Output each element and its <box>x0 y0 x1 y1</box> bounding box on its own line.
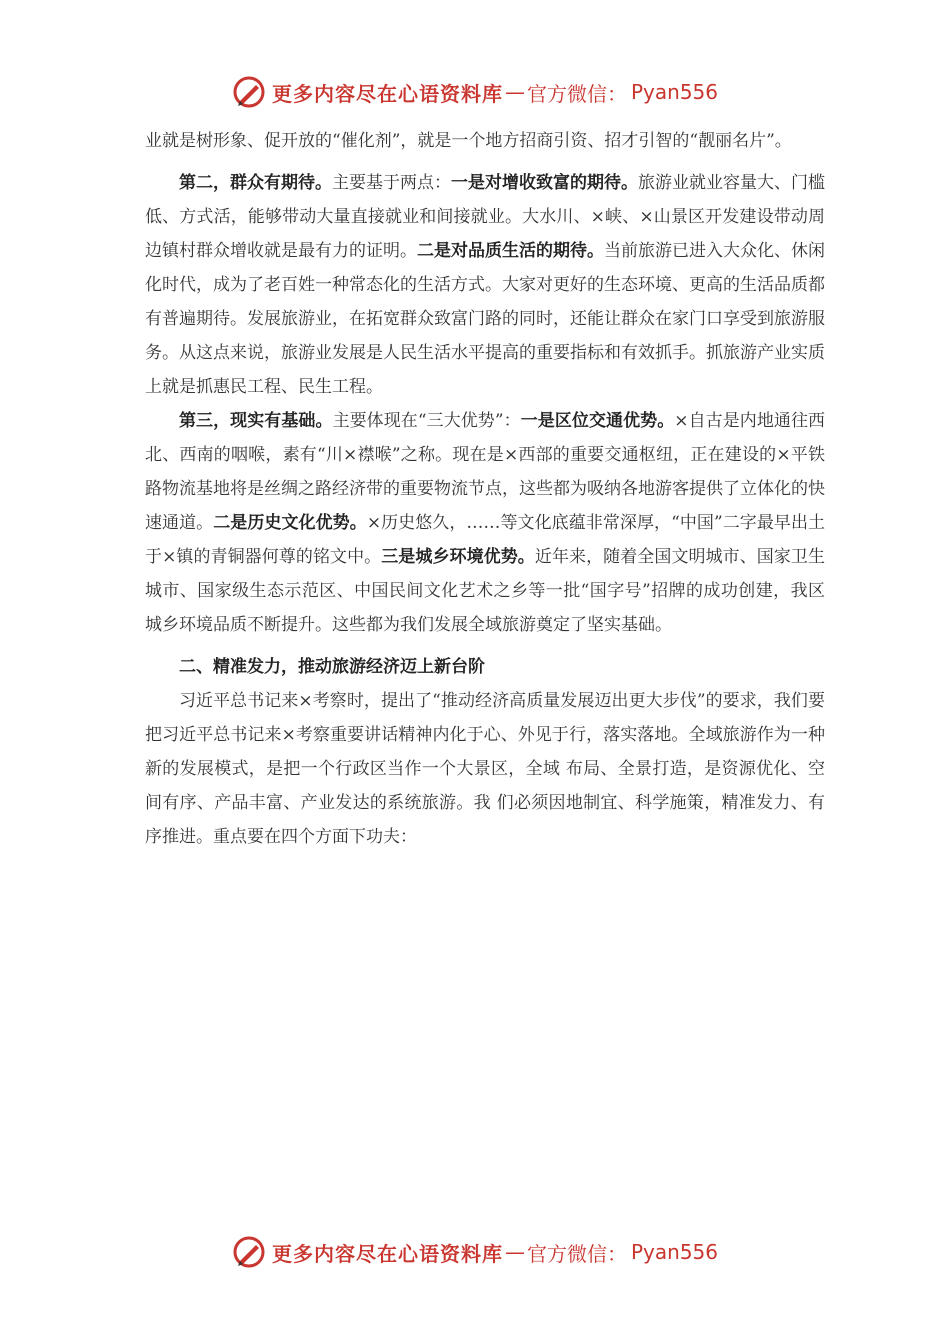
banner-subtitle: 官方微信： <box>526 1241 627 1266</box>
pen-logo-icon <box>232 75 266 109</box>
text-run: ×历史悠久，……等文化底蕴非常深厚，“中国”二字最早出土于×镇的青铜器何尊的铭文中。 <box>145 513 826 567</box>
bold-run: 一是区位交通优势。 <box>520 411 675 431</box>
paragraph-realistic-basis <box>145 404 825 642</box>
text-run: 当前旅游已进入大众化、休闲化时代，成为了老百姓一种常态化的生活方式。大家对更好的生态环境、更高的生活品质都有普遍期待。发展旅游业，在拓宽群众致富门路的同时，还能让群众在家门口享受到旅游服务。从这点来说，旅游业发展是人民生活水平提高的重要指标和有效抓手。抓旅游产业实质上就是抓惠民工程、民生工程。 <box>145 241 825 397</box>
pen-logo-icon <box>232 1235 266 1269</box>
banner-title: 更多内容尽在心语资料库 <box>271 81 503 106</box>
banner-wechat-id: Pyan556 <box>630 1240 718 1264</box>
text-run: 业就是树形象、促开放的“催化剂”，就是一个地方招商引资、招才引智的“靓丽名片”。 <box>145 131 792 151</box>
paragraph-public-expectation <box>145 166 825 404</box>
banner-title: 更多内容尽在心语资料库 <box>271 1241 503 1266</box>
bold-run: 第三，现实有基础。 <box>179 411 333 431</box>
banner-dash: — <box>504 1240 525 1264</box>
bold-run: 二是历史文化优势。 <box>213 513 367 533</box>
paragraph-continuation <box>145 124 825 158</box>
bold-run: 二是对品质生活的期待。 <box>417 241 604 261</box>
banner-dash: — <box>504 80 525 104</box>
footer-banner <box>0 1232 950 1272</box>
text-run: 主要基于两点： <box>332 173 451 193</box>
bold-run: 一是对增收致富的期待。 <box>451 173 638 193</box>
bold-run: 第二，群众有期待。 <box>179 173 332 193</box>
text-run: 主要体现在“三大优势”： <box>332 411 521 431</box>
text-run: 旅游业就业容量大、门槛低、方式活，能够带动大量直接就业和间接就业。大水川、×峡、×山景区开发建设带动周边镇村群众增收就是最有力的证明。 <box>145 173 825 261</box>
text-run: 习近平总书记来×考察时，提出了“推动经济高质量发展迈出更大步伐”的要求，我们要把习近平总书记来×考察重要讲话精神内化于心、外见于行，落实落地。全域旅游作为一种新的发展模式，是把一个行政区当作一个大景区，全域 布局、全景打造，是资源优化、空间有序、产品丰富、产业发达的系统旅游。我 们必须因地制宜、科学施策，精准发力、有序推进。重点要在四个方面下功夫： <box>145 691 825 847</box>
header-banner <box>0 72 950 112</box>
text-run: 近年来，随着全国文明城市、国家卫生城市、国家级生态示范区、中国民间文化艺术之乡等一批“国字号”招牌的成功创建，我区城乡环境品质不断提升。这些都为我们发展全域旅游奠定了坚实基础。 <box>145 547 826 635</box>
paragraph-precise-effort <box>145 684 825 854</box>
section-heading: 二、精准发力，推动旅游经济迈上新台阶 <box>179 657 485 677</box>
document-body <box>145 124 825 854</box>
bold-run: 三是城乡环境优势。 <box>381 547 535 567</box>
banner-wechat-id: Pyan556 <box>630 80 718 104</box>
text-run: ×自古是内地通往西北、西南的咽喉，素有“川×襟喉”之称。现在是×西部的重要交通枢纽，正在建设的×平铁路物流基地将是丝绸之路经济带的重要物流节点，这些都为吸纳各地游客提供了立体化的快速通道。 <box>145 411 826 533</box>
banner-subtitle: 官方微信： <box>526 81 627 106</box>
